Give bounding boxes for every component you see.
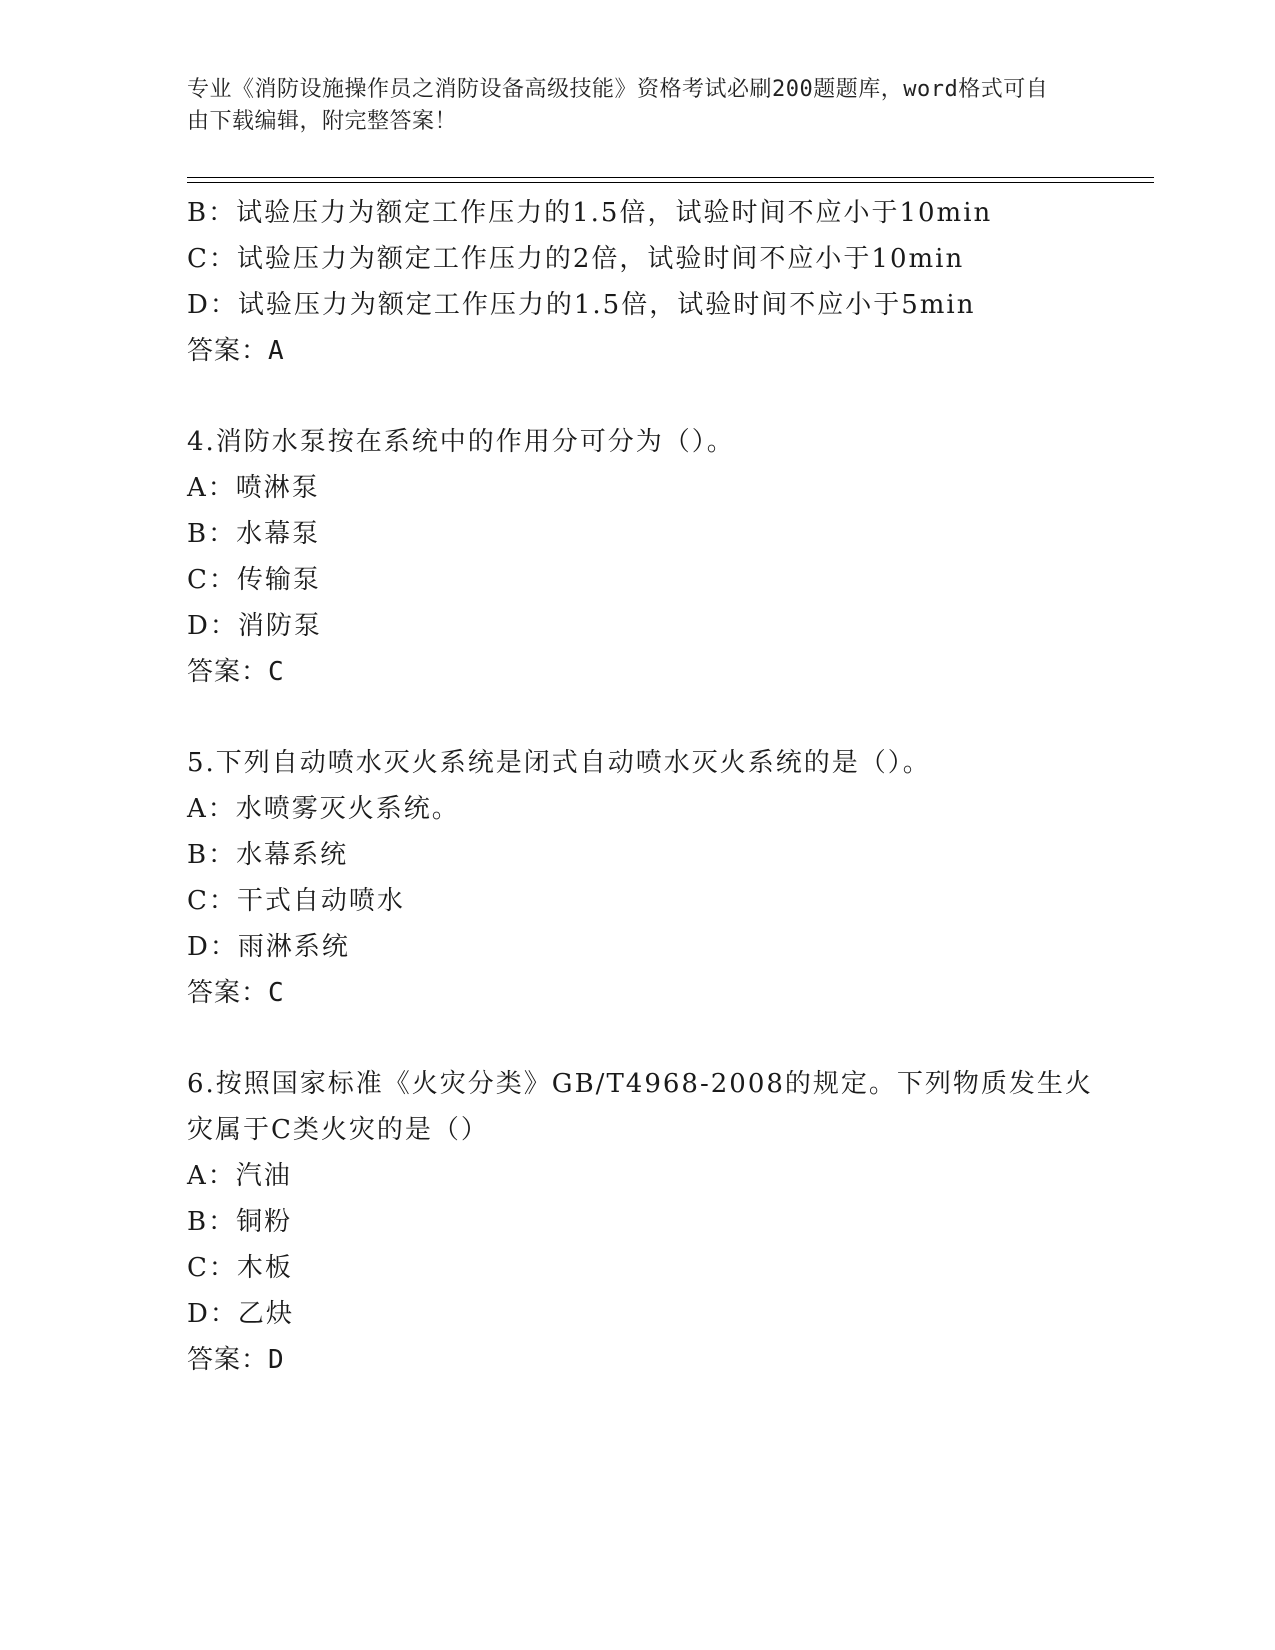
question-5 <box>187 740 1087 1016</box>
question-3-tail <box>187 190 1087 374</box>
question-text-line-2: 灾属于C类火灾的是（） <box>187 1115 489 1145</box>
option-d: D：雨淋系统 <box>187 932 350 962</box>
option-b: B：试验压力为额定工作压力的1.5倍，试验时间不应小于10min <box>187 198 993 228</box>
option-a: A：喷淋泵 <box>187 473 320 503</box>
option-c: C：干式自动喷水 <box>187 886 405 916</box>
option-b: B：水幕泵 <box>187 519 321 549</box>
option-a: A：水喷雾灭火系统。 <box>187 794 460 824</box>
option-c: C：传输泵 <box>187 565 321 595</box>
question-6 <box>187 1061 1093 1383</box>
option-b: B：水幕系统 <box>187 840 349 870</box>
option-d: D：消防泵 <box>187 611 322 641</box>
option-c: C：试验压力为额定工作压力的2倍，试验时间不应小于10min <box>187 244 965 274</box>
document-header: 专业《消防设施操作员之消防设备高级技能》资格考试必刷200题题库，word格式可自由下载编辑，附完整答案！ <box>187 77 1049 134</box>
question-text-line-1: 6.按照国家标准《火灾分类》GB/T4968-2008的规定。下列物质发生火 <box>187 1069 1093 1099</box>
question-list <box>187 190 1093 1383</box>
header-rule-top <box>187 177 1154 178</box>
header-rule-bottom <box>187 182 1154 183</box>
question-text: 4.消防水泵按在系统中的作用分可分为（）。 <box>187 427 735 457</box>
option-a: A：汽油 <box>187 1161 292 1191</box>
answer: 答案：C <box>187 978 285 1008</box>
option-d: D：乙炔 <box>187 1299 294 1329</box>
answer: 答案：A <box>187 336 285 366</box>
question-4 <box>187 419 1087 695</box>
answer: 答案：D <box>187 1345 285 1375</box>
option-b: B：铜粉 <box>187 1207 293 1237</box>
option-d: D：试验压力为额定工作压力的1.5倍，试验时间不应小于5min <box>187 290 976 320</box>
option-c: C：木板 <box>187 1253 293 1283</box>
answer: 答案：C <box>187 657 285 687</box>
question-text: 5.下列自动喷水灭火系统是闭式自动喷水灭火系统的是（）。 <box>187 748 931 778</box>
